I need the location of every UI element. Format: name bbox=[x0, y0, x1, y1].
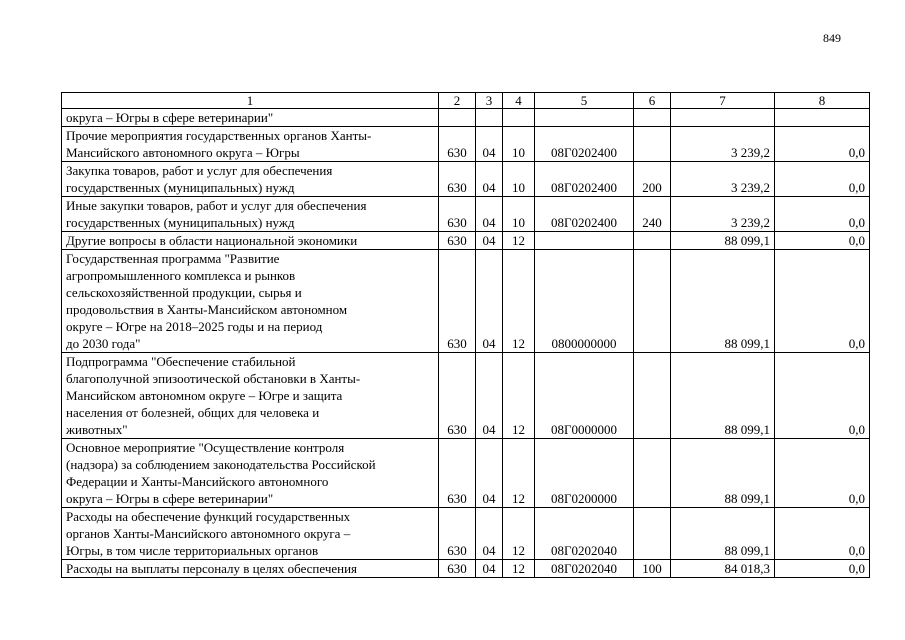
row-name-cell: Расходы на обеспечение функций государственных органов Ханты-Мансийского автономного округа – Югры, в том числе территориальных органов bbox=[62, 508, 439, 560]
amount-cell: 88 099,1 bbox=[671, 232, 775, 250]
expense-type-code-cell bbox=[634, 232, 671, 250]
ministry-code-cell bbox=[439, 109, 476, 127]
target-article-code-cell: 08Г0200000 bbox=[535, 439, 634, 508]
row-name-cell: Другие вопросы в области национальной экономики bbox=[62, 232, 439, 250]
amount-cell: 3 239,2 bbox=[671, 197, 775, 232]
ministry-code-cell: 630 bbox=[439, 127, 476, 162]
ministry-code-cell: 630 bbox=[439, 508, 476, 560]
header-cell: 3 bbox=[476, 93, 503, 109]
amount-cell bbox=[671, 109, 775, 127]
ministry-code-cell: 630 bbox=[439, 439, 476, 508]
amount-2-cell: 0,0 bbox=[775, 353, 870, 439]
expense-type-code-cell: 200 bbox=[634, 162, 671, 197]
target-article-code-cell bbox=[535, 109, 634, 127]
ministry-code-cell: 630 bbox=[439, 560, 476, 578]
subsection-code-cell: 12 bbox=[503, 232, 535, 250]
subsection-code-cell: 10 bbox=[503, 162, 535, 197]
amount-2-cell: 0,0 bbox=[775, 162, 870, 197]
page-number: 849 bbox=[823, 31, 841, 45]
amount-cell: 88 099,1 bbox=[671, 353, 775, 439]
section-code-cell bbox=[476, 109, 503, 127]
row-name-cell: Закупка товаров, работ и услуг для обеспечения государственных (муниципальных) нужд bbox=[62, 162, 439, 197]
expense-type-code-cell bbox=[634, 353, 671, 439]
section-code-cell: 04 bbox=[476, 250, 503, 353]
header-row bbox=[62, 93, 870, 109]
amount-cell: 88 099,1 bbox=[671, 250, 775, 353]
amount-cell: 3 239,2 bbox=[671, 127, 775, 162]
target-article-code-cell: 08Г0202040 bbox=[535, 560, 634, 578]
header-cell: 7 bbox=[671, 93, 775, 109]
row-name-cell: Прочие мероприятия государственных органов Ханты- Мансийского автономного округа – Югры bbox=[62, 127, 439, 162]
table-row bbox=[62, 127, 870, 162]
header-cell: 1 bbox=[62, 93, 439, 109]
target-article-code-cell bbox=[535, 232, 634, 250]
amount-2-cell: 0,0 bbox=[775, 439, 870, 508]
subsection-code-cell bbox=[503, 109, 535, 127]
table-row bbox=[62, 197, 870, 232]
row-name-cell: Иные закупки товаров, работ и услуг для обеспечения государственных (муниципальных) нужд bbox=[62, 197, 439, 232]
subsection-code-cell: 10 bbox=[503, 197, 535, 232]
expense-type-code-cell bbox=[634, 250, 671, 353]
expense-type-code-cell bbox=[634, 127, 671, 162]
row-name-cell: Расходы на выплаты персоналу в целях обеспечения bbox=[62, 560, 439, 578]
amount-2-cell: 0,0 bbox=[775, 127, 870, 162]
table-row bbox=[62, 109, 870, 127]
header-cell: 6 bbox=[634, 93, 671, 109]
ministry-code-cell: 630 bbox=[439, 232, 476, 250]
target-article-code-cell: 08Г0202040 bbox=[535, 508, 634, 560]
section-code-cell: 04 bbox=[476, 353, 503, 439]
expense-type-code-cell bbox=[634, 439, 671, 508]
subsection-code-cell: 12 bbox=[503, 560, 535, 578]
amount-cell: 3 239,2 bbox=[671, 162, 775, 197]
amount-2-cell: 0,0 bbox=[775, 250, 870, 353]
section-code-cell: 04 bbox=[476, 162, 503, 197]
header-cell: 4 bbox=[503, 93, 535, 109]
section-code-cell: 04 bbox=[476, 439, 503, 508]
target-article-code-cell: 08Г0202400 bbox=[535, 162, 634, 197]
ministry-code-cell: 630 bbox=[439, 353, 476, 439]
ministry-code-cell: 630 bbox=[439, 250, 476, 353]
target-article-code-cell: 0800000000 bbox=[535, 250, 634, 353]
amount-cell: 84 018,3 bbox=[671, 560, 775, 578]
subsection-code-cell: 12 bbox=[503, 250, 535, 353]
table-row bbox=[62, 560, 870, 578]
amount-2-cell: 0,0 bbox=[775, 560, 870, 578]
subsection-code-cell: 12 bbox=[503, 508, 535, 560]
section-code-cell: 04 bbox=[476, 508, 503, 560]
amount-2-cell: 0,0 bbox=[775, 508, 870, 560]
ministry-code-cell: 630 bbox=[439, 197, 476, 232]
table-row bbox=[62, 250, 870, 353]
subsection-code-cell: 12 bbox=[503, 439, 535, 508]
amount-2-cell: 0,0 bbox=[775, 197, 870, 232]
target-article-code-cell: 08Г0202400 bbox=[535, 197, 634, 232]
budget-table bbox=[61, 92, 870, 578]
table-row bbox=[62, 353, 870, 439]
amount-2-cell: 0,0 bbox=[775, 232, 870, 250]
header-cell: 5 bbox=[535, 93, 634, 109]
expense-type-code-cell bbox=[634, 508, 671, 560]
amount-2-cell bbox=[775, 109, 870, 127]
amount-cell: 88 099,1 bbox=[671, 439, 775, 508]
section-code-cell: 04 bbox=[476, 127, 503, 162]
expense-type-code-cell bbox=[634, 109, 671, 127]
header-cell: 2 bbox=[439, 93, 476, 109]
table-row bbox=[62, 162, 870, 197]
row-name-cell: Основное мероприятие "Осуществление контроля (надзора) за соблюдением законодательства Российской Федерации и Ханты-Мансийского автономного округа – Югры в сфере ветеринарии" bbox=[62, 439, 439, 508]
section-code-cell: 04 bbox=[476, 232, 503, 250]
ministry-code-cell: 630 bbox=[439, 162, 476, 197]
row-name-cell: Подпрограмма "Обеспечение стабильной благополучной эпизоотической обстановки в Ханты- Мансийском автономном округе – Югре и защита населения от болезней, общих для человека и животных" bbox=[62, 353, 439, 439]
section-code-cell: 04 bbox=[476, 197, 503, 232]
table-row bbox=[62, 508, 870, 560]
row-name-cell: Государственная программа "Развитие агропромышленного комплекса и рынков сельскохозяйственной продукции, сырья и продовольствия в Ханты-Мансийском автономном округе – Югре на 2018–2025 годы и на период до 2030 года" bbox=[62, 250, 439, 353]
amount-cell: 88 099,1 bbox=[671, 508, 775, 560]
expense-type-code-cell: 100 bbox=[634, 560, 671, 578]
row-name-cell: округа – Югры в сфере ветеринарии" bbox=[62, 109, 439, 127]
table-row bbox=[62, 232, 870, 250]
target-article-code-cell: 08Г0202400 bbox=[535, 127, 634, 162]
target-article-code-cell: 08Г0000000 bbox=[535, 353, 634, 439]
expense-type-code-cell: 240 bbox=[634, 197, 671, 232]
section-code-cell: 04 bbox=[476, 560, 503, 578]
header-cell: 8 bbox=[775, 93, 870, 109]
table-row bbox=[62, 439, 870, 508]
subsection-code-cell: 12 bbox=[503, 353, 535, 439]
subsection-code-cell: 10 bbox=[503, 127, 535, 162]
